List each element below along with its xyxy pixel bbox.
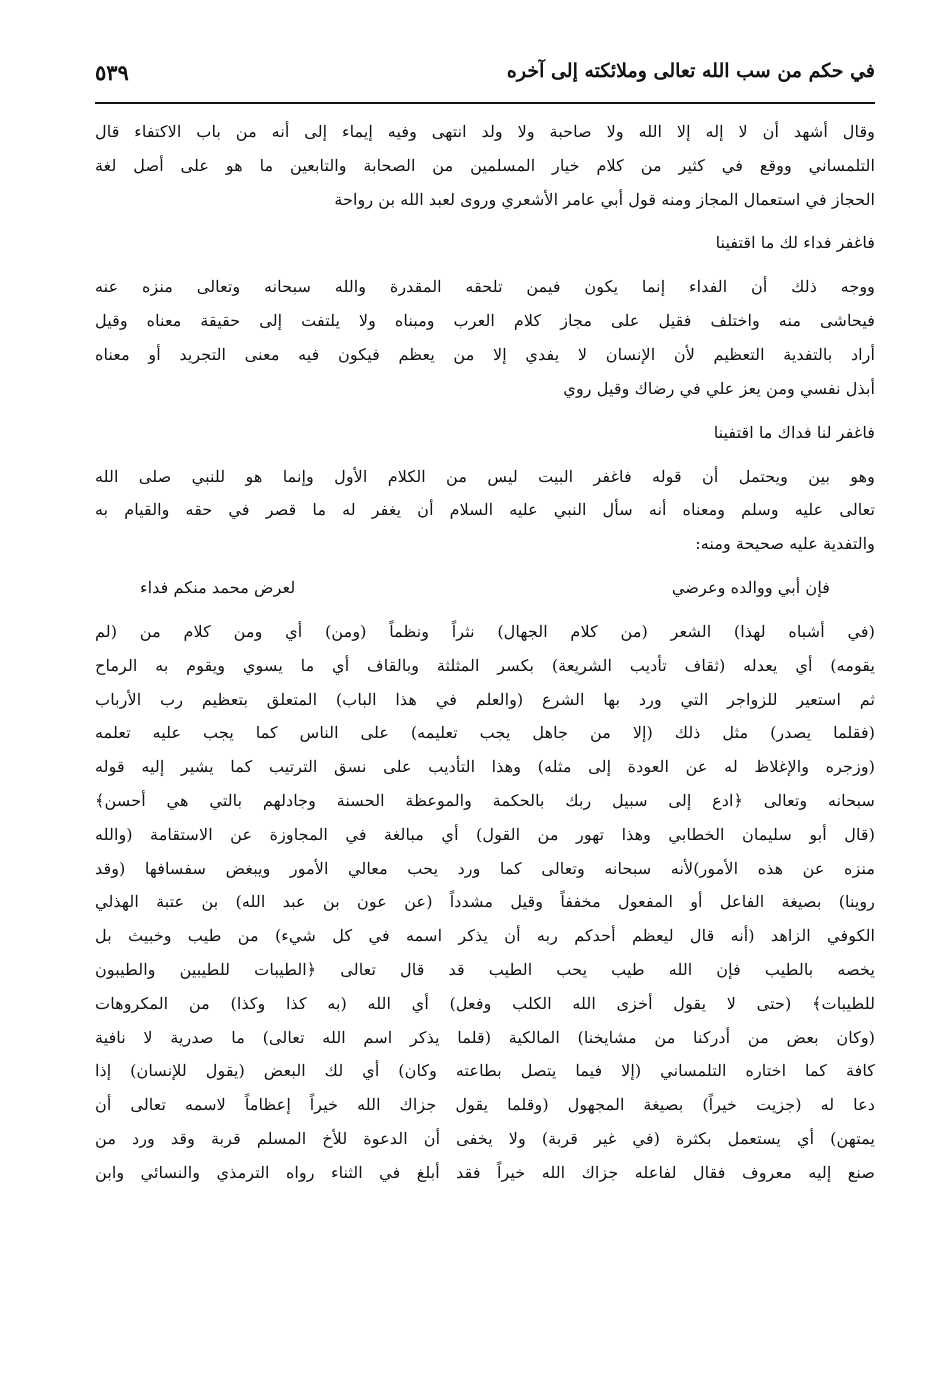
page-body: [95, 115, 875, 1190]
text-line: يخصه بالطيب فإن الله طيب يحب الطيب قد قال تعالى ﴿الطيبات للطيبين والطيبون: [95, 959, 875, 979]
verse-2: فاغفر لنا فداك ما اقتفينا: [713, 422, 875, 442]
text-line: (في أشباه لهذا) الشعر (من كلام الجهال) نثراً ونظماً (ومن) أي ومن كلام من (لم: [95, 621, 875, 641]
text-line: روينا) بصيغة الفاعل أو المفعول مخففاً وقيل مشدداً (عن عون بن عبد الله) بن عتبة الهذلي: [95, 892, 875, 912]
text-line: وقال أشهد أن لا إله إلا الله ولا صاحبة ولا ولد انتهى وفيه إيماء إلى أنه من باب الاكتفاء قال: [95, 122, 875, 141]
text-line: ووجه ذلك أن الفداء إنما يكون فيمن تلحقه المقدرة والله سبحانه وتعالى منزه عنه: [95, 277, 875, 297]
text-line: صنع إليه معروف فقال لفاعله جزاك الله خيراً فقد أبلغ في الثناء رواه الترمذي والنسائي وابن: [95, 1162, 875, 1182]
text-line: للطيبات﴾ (حتى لا يقول أخزى الله الكلب وفعل) أي الله (به كذا وكذا) من المكروهات: [95, 993, 875, 1013]
text-line: منزه عن هذه الأمور)لأنه سبحانه وتعالى كما ورد يحب معالي الأمور ويبغض سفسافها (وقد: [95, 858, 875, 878]
text-line: (فقلما يصدر) مثل ذلك (إلا من جاهل يجب تعليمه) على الناس كما يجب عليه تعلمه: [95, 723, 875, 743]
text-line: دعا له (جزيت خيراً) بصيغة المجهول (وقلما يقول جزاك الله خيراً إعظاماً لاسمه تعالى أن: [95, 1095, 875, 1115]
page-header: [95, 52, 875, 104]
paragraph-2: [95, 270, 875, 405]
text-line: (وزجره والإغلاظ له عن العودة إلى مثله) وهذا التأديب على نسق الترتيب كما يشير إليه قوله: [95, 757, 875, 777]
text-line: وهو بين ويحتمل أن قوله فاغفر البيت ليس من الكلام الأول وإنما هو للنبي صلى الله: [95, 466, 875, 486]
text-line: سبحانه وتعالى ﴿ادع إلى سبيل ربك بالحكمة والموعظة الحسنة وجادلهم بالتي هي أحسن﴾: [95, 790, 875, 810]
text-line: التلمساني ووقع في كثير من كلام خيار المسلمين من الصحابة والتابعين ما هو على أصل لغة: [95, 155, 875, 175]
text-line: الحجاز في استعمال المجاز ومنه قول أبي عامر الأشعري وروى لعبد الله بن رواحة: [334, 189, 875, 209]
verse-3-first-hemistich: فإن أبي ووالده وعرضي: [671, 577, 830, 597]
text-line: ثم استعير للزواجر التي ورد بها الشرع (والعلم في هذا الباب) المتعلق بتعظيم رب الأرباب: [95, 689, 875, 709]
text-line: فيحاشى منه واختلف فقيل على مجاز كلام العرب ومبناه ولا يلتفت إلى حقيقة معناه وقيل: [95, 311, 875, 331]
verse-1: فاغفر فداء لك ما اقتفينا: [715, 233, 875, 253]
text-line: الكوفي الزاهد (أنه قال ليعظم أحدكم ربه أن يذكر اسمه في كل شيء) من طيب وخبيث بل: [95, 926, 875, 946]
text-line: تعالى عليه وسلم ومعناه أنه سأل النبي عليه السلام أن يغفر له ما قصر في حقه والقيام به: [95, 500, 875, 520]
text-line: أبذل نفسي ومن يعز علي في رضاك وقيل روي: [563, 378, 875, 398]
running-title: في حكم من سب الله تعالى وملائكته إلى آخره: [506, 60, 875, 82]
text-line: يمتهن) أي يستعمل بكثرة (في غير قربة) ولا يخفى أن الدعوة للأخ المسلم قربة وقد ورد من: [95, 1128, 875, 1148]
verse-3: [95, 561, 875, 615]
text-line: (قال أبو سليمان الخطابي وهذا تهور من القول) أي مبالغة في المجاوزة عن الاستقامة (والله: [95, 824, 875, 844]
paragraph-1: [95, 115, 875, 216]
page-number: ٥٣٩: [95, 60, 129, 85]
text-line: أراد بالتفدية التعظيم لأن الإنسان لا يفدي إلا من يعظم فيكون فيه معنى التجريد أو معناه: [95, 344, 875, 364]
paragraph-3: [95, 460, 875, 561]
verse-3-second-hemistich: لعرض محمد منكم فداء: [140, 577, 296, 597]
paragraph-4-commentary: [95, 615, 875, 1190]
text-line: كافة كما اختاره التلمساني (إلا فيما يتصل بطاعته وكان) أي لك البعض (يقول للإنسان) إذا: [95, 1061, 875, 1081]
text-line: (وكان بعض من أدركنا من مشايخنا) المالكية (قلما يذكر اسم الله تعالى) ما صدرية لا نافية: [95, 1027, 875, 1047]
text-line: يقومه) أي يعدله (ثقاف تأديب الشريعة) بكسر المثلثة وبالقاف أي ما يسوي ويقوم به الرماح: [95, 655, 875, 675]
text-line: والتفدية عليه صحيحة ومنه:: [695, 534, 875, 554]
